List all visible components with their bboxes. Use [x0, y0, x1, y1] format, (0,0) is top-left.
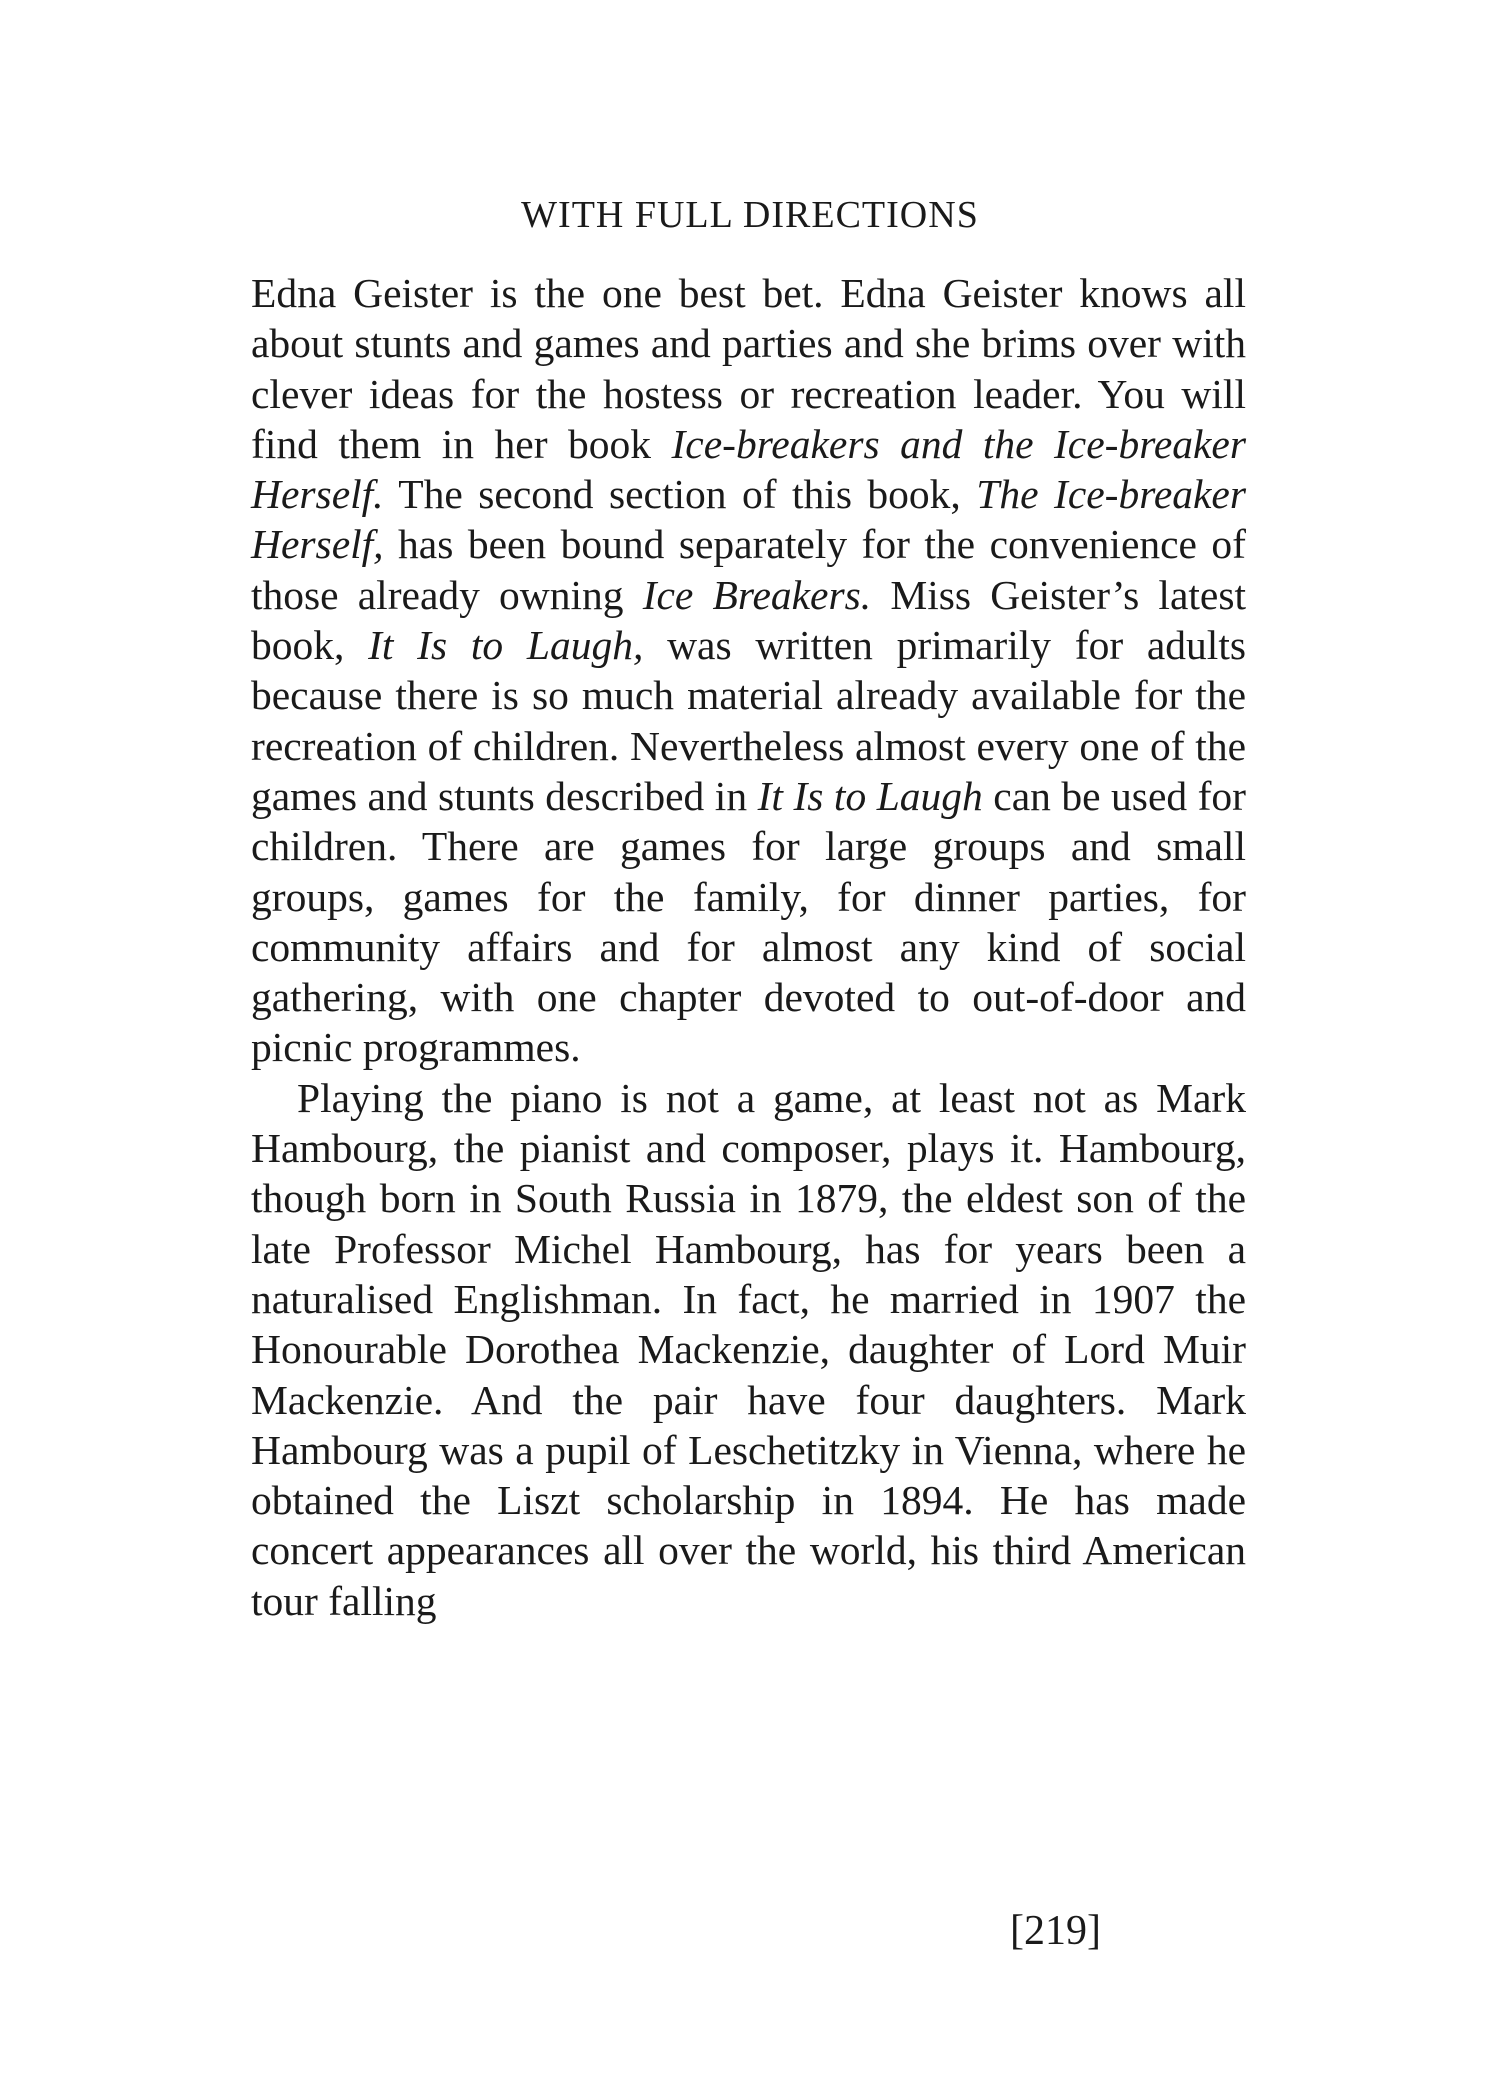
book-title-it-is-to-laugh-2: It Is to Laugh	[757, 772, 983, 819]
page-number: [219]	[1010, 1908, 1101, 1954]
paragraph-2: Playing the piano is not a game, at least not as Mark Hambourg, the pianist and composer, plays it. Hambourg, though born in South Russia in 1879, the eldest son of the late Professor Michel Hambourg, has for years been a naturalised Englishman. In fact, he married in 1907 the Honourable Dorothea Mackenzie, daughter of Lord Muir Mackenzie. And the pair have four daughters. Mark Hambourg was a pupil of Leschetitzky in Vienna, where he obtained the Liszt scholarship in 1894. He has made concert appearances all over the world, his third American tour falling	[251, 1074, 1246, 1624]
paragraph-1	[251, 268, 1246, 1073]
paragraph-1-text-2: The second section of this book,	[383, 471, 977, 518]
book-title-it-is-to-laugh: It Is to Laugh,	[368, 622, 644, 669]
book-title-ice-breakers-herself: Ice-breakers and the Ice-breaker Herself.	[251, 420, 1246, 518]
book-title-ice-breaker-herself: The Ice-breaker Herself,	[251, 471, 1246, 568]
paragraph-1-text-1: Edna Geister is the one best bet. Edna Geister knows all about stunts and games and parties and she brims over with clever ideas for the hostess or recreation leader. You will find them in her book	[251, 270, 1246, 467]
paragraph-1-text-6: can be used for children. There are games for large groups and small groups, games for the family, for dinner parties, for community affairs and for almost any kind of social gathering, with one chapter devoted to out-of-door and picnic programmes.	[251, 772, 1246, 1071]
paragraph-1-text-5: was written primarily for adults because there is so much material already available for the recreation of children. Nevertheless almost every one of the games and stunts described in	[251, 622, 1247, 819]
paragraph-1-text-3: has been bound separately for the convenience of those already owning	[251, 521, 1246, 618]
paragraph-1-text-4: Miss Geister’s latest book,	[251, 571, 1246, 669]
running-head: WITH FULL DIRECTIONS	[521, 194, 979, 236]
body-text	[251, 268, 1246, 1626]
book-title-ice-breakers: Ice Breakers.	[642, 571, 872, 618]
